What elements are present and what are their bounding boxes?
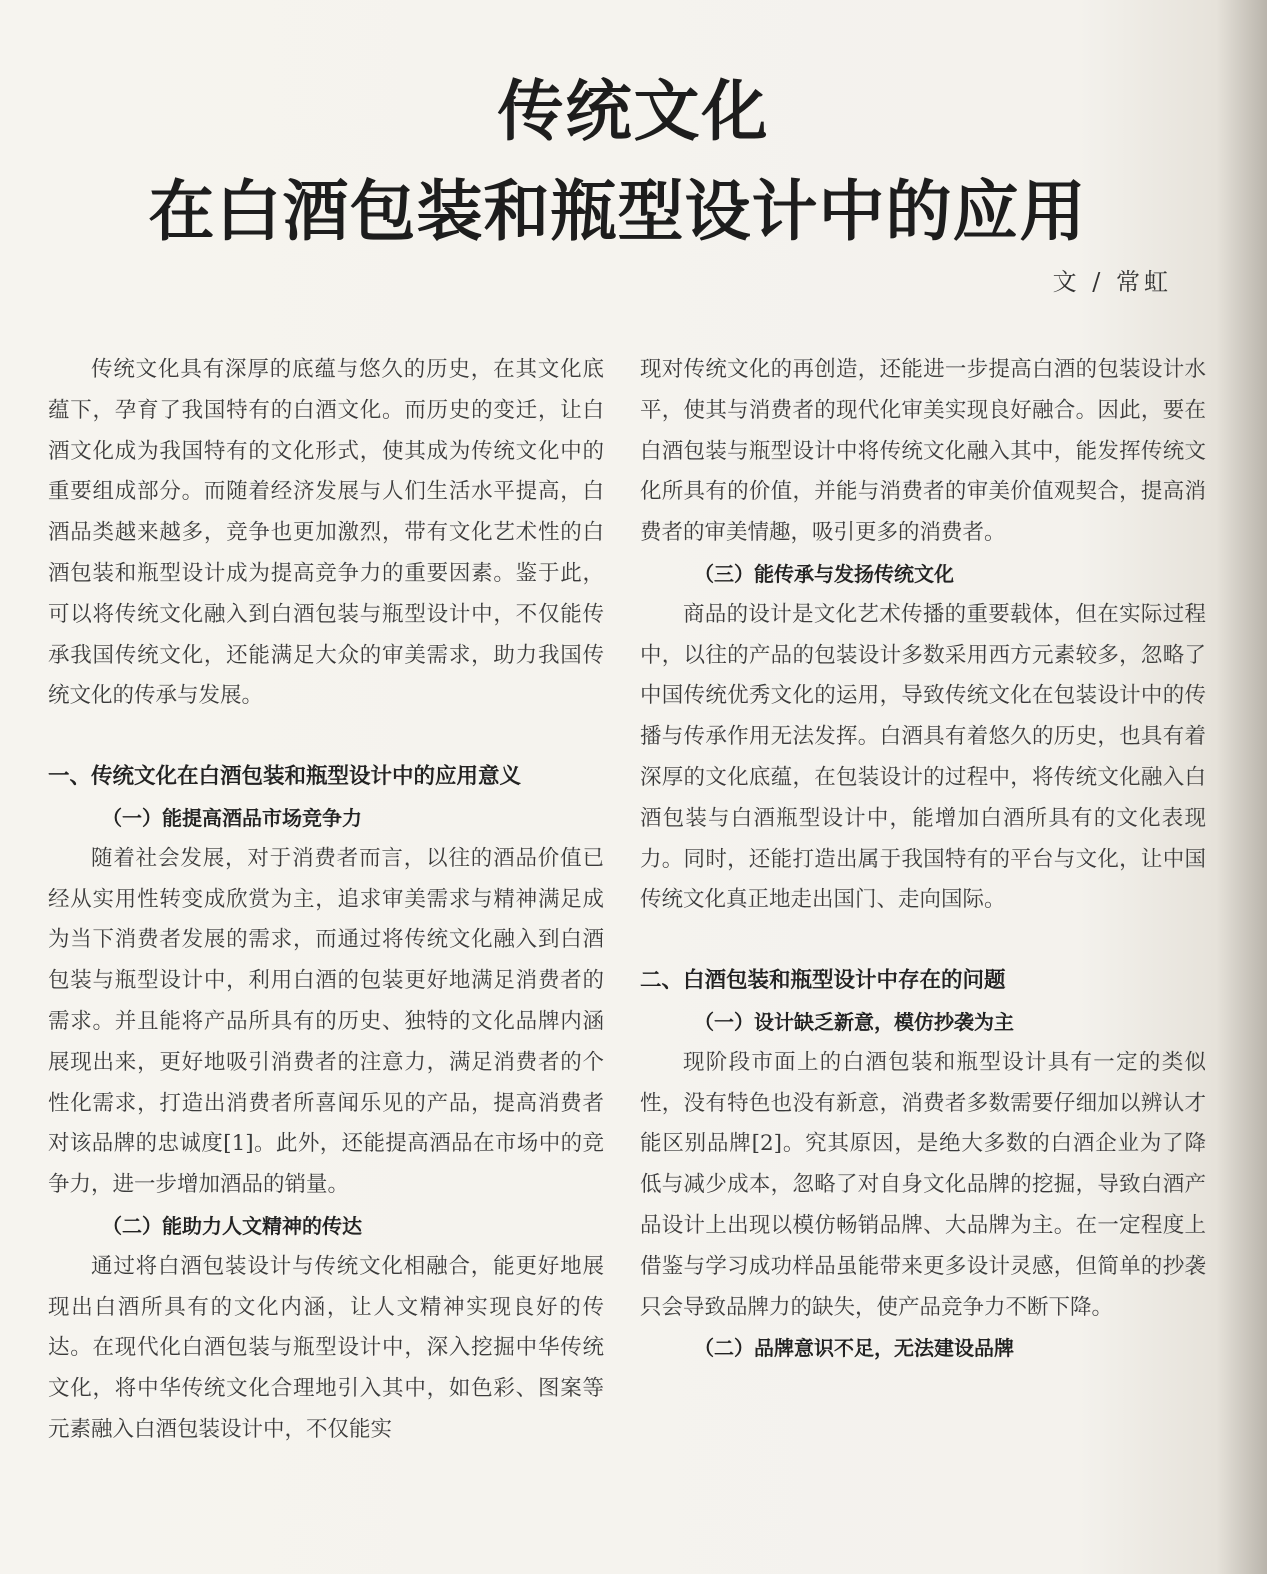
right-column — [640, 350, 1206, 1369]
author-byline: 文 / 常虹 — [1052, 268, 1172, 296]
left-column — [48, 350, 604, 1451]
intro-paragraph: 传统文化具有深厚的底蕴与悠久的历史，在其文化底蕴下，孕育了我国特有的白酒文化。而历史的变迁，让白酒文化成为我国特有的文化形式，使其成为传统文化中的重要组成部分。而随着经济发展与人们生活水平提高，白酒品类越来越多，竞争也更加激烈，带有文化艺术性的白酒包装和瓶型设计成为提高竞争力的重要因素。鉴于此，可以将传统文化融入到白酒包装与瓶型设计中，不仅能传承我国传统文化，还能满足大众的审美需求，助力我国传统文化的传承与发展。 — [48, 357, 604, 709]
subsection3-paragraph: 商品的设计是文化艺术传播的重要载体，但在实际过程中，以往的产品的包装设计多数采用西方元素较多，忽略了中国传统优秀文化的运用，导致传统文化在包装设计中的传播与传承作用无法发挥。白酒具有着悠久的历史，也具有着深厚的文化底蕴，在包装设计的过程中，将传统文化融入白酒包装与白酒瓶型设计中，能增加白酒所具有的文化表现力。同时，还能打造出属于我国特有的平台与文化，让中国传统文化真正地走出国门、走向国际。 — [640, 601, 1206, 913]
section1-heading: 一、传统文化在白酒包装和瓶型设计中的应用意义 — [48, 764, 522, 790]
subsection4-heading: （一）设计缺乏新意，模仿抄袭为主 — [694, 1009, 1014, 1034]
subsection2-paragraph: 通过将白酒包装设计与传统文化相融合，能更好地展现出白酒所具有的文化内涵，让人文精神实现良好的传达。在现代化白酒包装与瓶型设计中，深入挖掘中华传统文化，将中华传统文化合理地引入其中，如色彩、图案等元素融入白酒包装设计中，不仅能实 — [48, 1253, 604, 1442]
subsection3-heading: （三）能传承与发扬传统文化 — [694, 561, 954, 586]
continued-paragraph: 现对传统文化的再创造，还能进一步提高白酒的包装设计水平，使其与消费者的现代化审美实现良好融合。因此，要在白酒包装与瓶型设计中将传统文化融入其中，能发挥传统文化所具有的价值，并能与消费者的审美价值观契合，提高消费者的审美情趣，吸引更多的消费者。 — [640, 357, 1206, 546]
article-title-line1: 传统文化 — [497, 73, 770, 150]
section2-heading: 二、白酒包装和瓶型设计中存在的问题 — [640, 968, 1006, 994]
subsection2-heading: （二）能助力人文精神的传达 — [102, 1213, 362, 1238]
subsection5-heading: （二）品牌意识不足，无法建设品牌 — [694, 1336, 1014, 1361]
subsection4-paragraph: 现阶段市面上的白酒包装和瓶型设计具有一定的类似性，没有特色也没有新意，消费者多数需要仔细加以辨认才能区别品牌[2]。究其原因，是绝大多数的白酒企业为了降低与减少成本，忽略了对自身文化品牌的挖掘，导致白酒产品设计上出现以模仿畅销品牌、大品牌为主。在一定程度上借鉴与学习成功样品虽能带来更多设计灵感，但简单的抄袭只会导致品牌力的缺失，使产品竞争力不断下降。 — [640, 1049, 1206, 1320]
subsection1-heading: （一）能提高酒品市场竞争力 — [102, 805, 362, 830]
article-title-line2: 在白酒包装和瓶型设计中的应用 — [148, 173, 1087, 250]
subsection1-paragraph: 随着社会发展，对于消费者而言，以往的酒品价值已经从实用性转变成欣赏为主，追求审美需求与精神满足成为当下消费者发展的需求，而通过将传统文化融入到白酒包装与瓶型设计中，利用白酒的包装更好地满足消费者的需求。并且能将产品所具有的历史、独特的文化品牌内涵展现出来，更好地吸引消费者的注意力，满足消费者的个性化需求，打造出消费者所喜闻乐见的产品，提高消费者对该品牌的忠诚度[1]。此外，还能提高酒品在市场中的竞争力，进一步增加酒品的销量。 — [48, 845, 604, 1198]
